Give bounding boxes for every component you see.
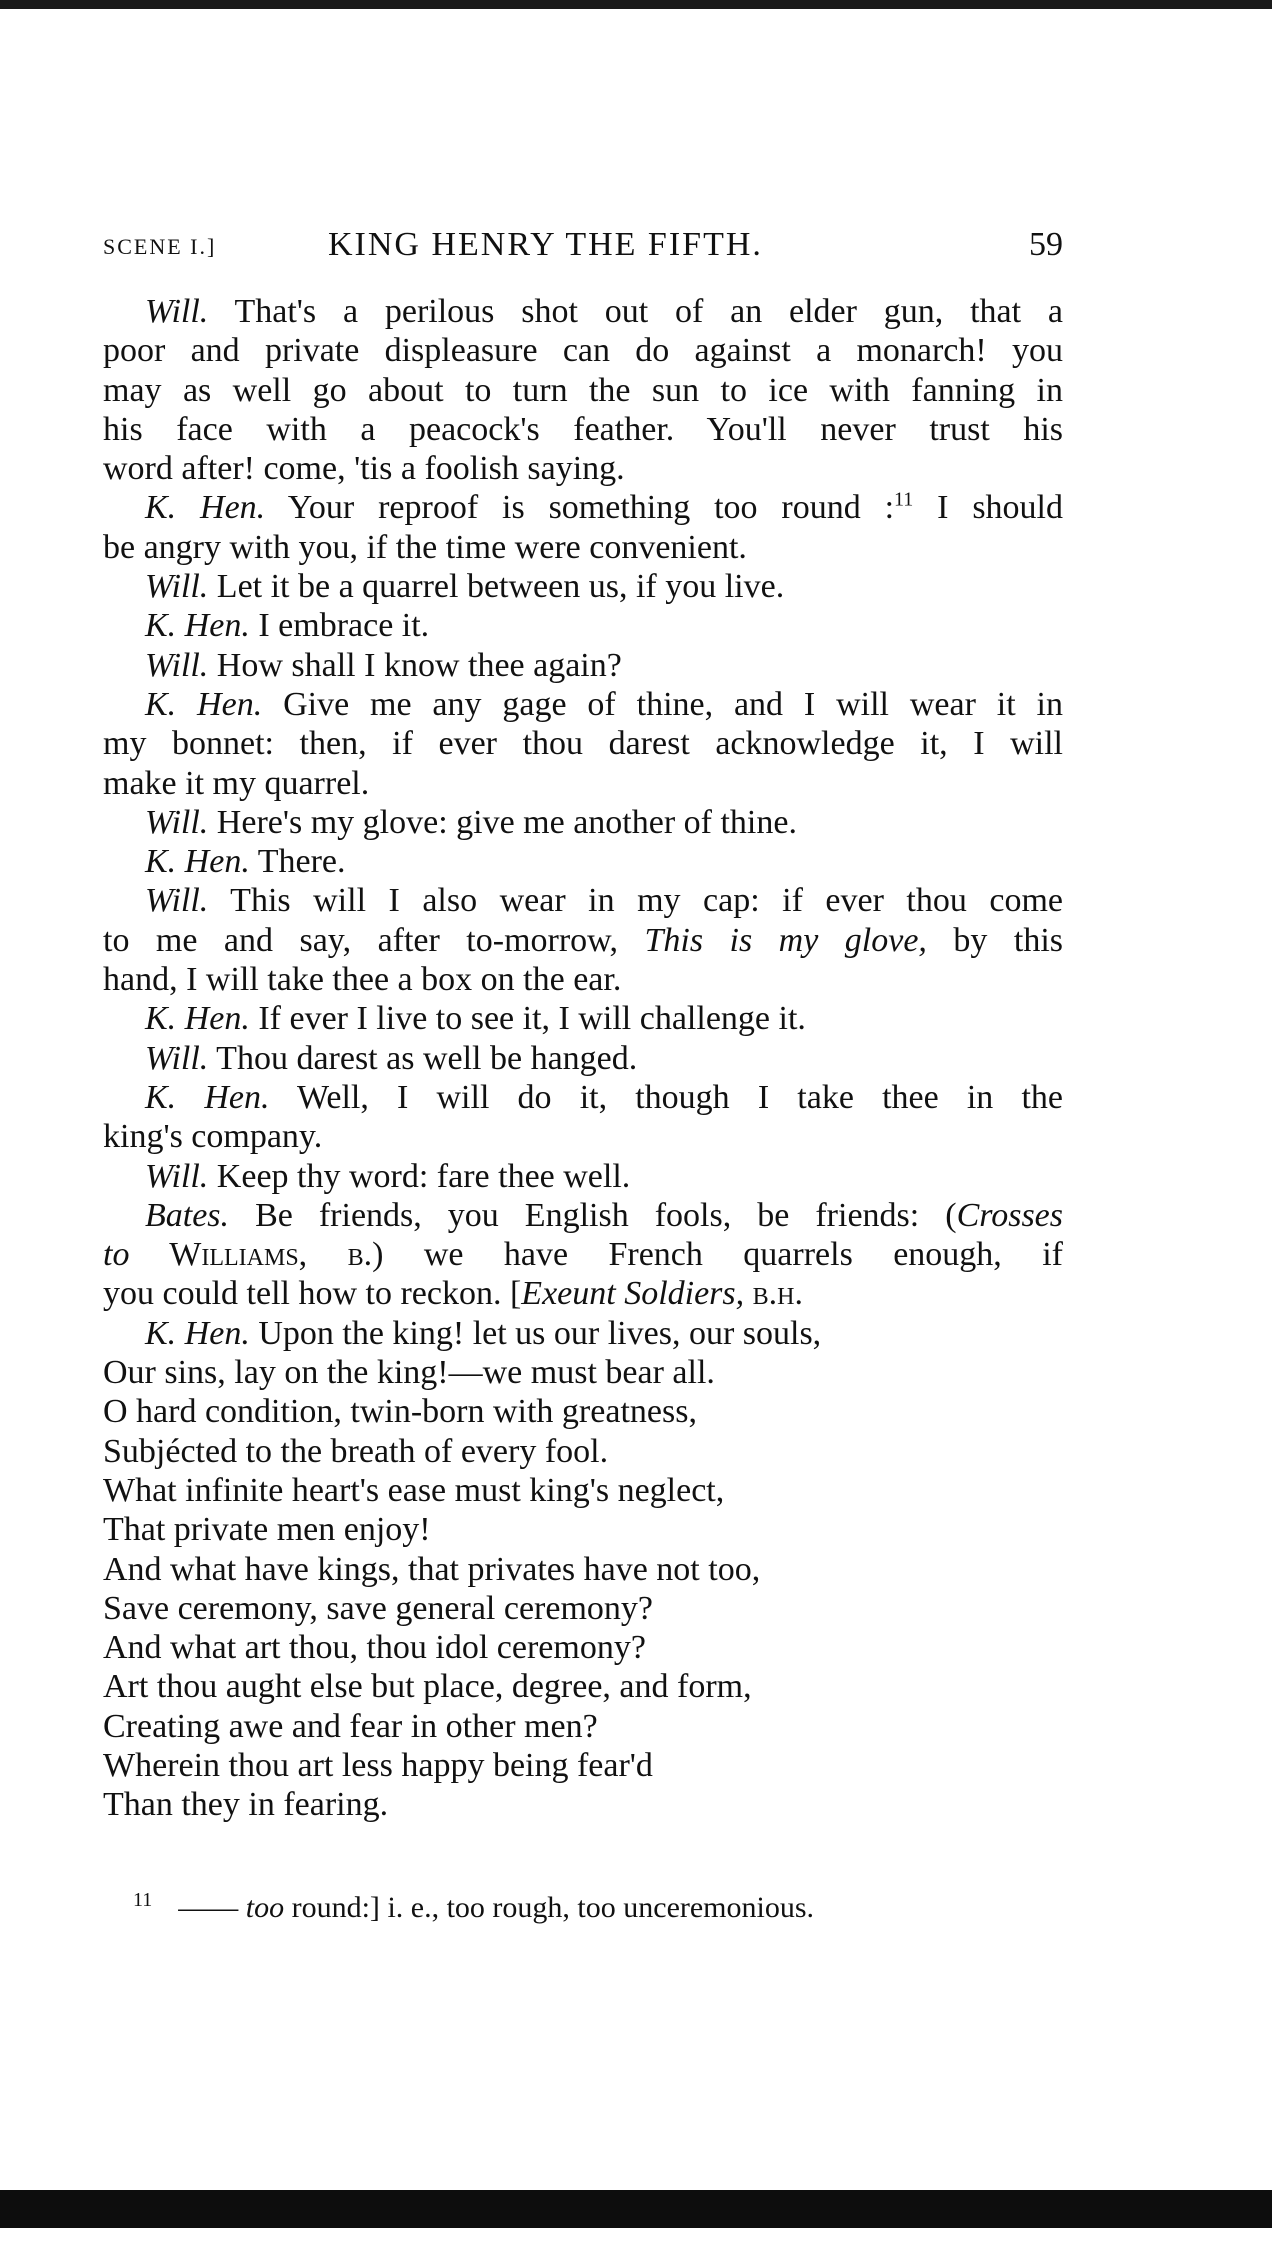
text-line — [103, 1707, 1063, 1746]
speaker-name: Will. — [145, 646, 209, 684]
text-line — [103, 1353, 1063, 1392]
text-line — [103, 1471, 1063, 1510]
text-line — [103, 803, 1063, 842]
speaker-name: Will. — [145, 1157, 209, 1195]
line-text: Here's my glove: give me another of thine. — [208, 803, 797, 841]
text-line — [103, 410, 1063, 449]
text-line — [103, 1746, 1063, 1785]
line-text: poor and private displeasure can do against a monarch! you — [103, 332, 1063, 370]
text-line — [103, 685, 1063, 724]
text-line — [103, 724, 1063, 763]
speaker-name: K. Hen. — [145, 1000, 250, 1038]
small-caps-text: Williams, b. — [129, 1236, 373, 1274]
line-text: Creating awe and fear in other men? — [103, 1707, 598, 1745]
text-line — [103, 881, 1063, 920]
text-line — [103, 1078, 1063, 1117]
text-line — [103, 842, 1063, 881]
line-text: his face with a peacock's feather. You'll never trust his — [103, 410, 1063, 448]
line-text: And what have kings, that privates have not too, — [103, 1550, 761, 1588]
line-text: What infinite heart's ease must king's neglect, — [103, 1471, 725, 1509]
text-line — [103, 1667, 1063, 1706]
footnote-number: 11 — [133, 1889, 153, 1911]
line-text: ) we have French quarrels enough, if — [372, 1236, 1063, 1274]
line-text: That private men enjoy! — [103, 1511, 431, 1549]
footnote-text: i. e., too rough, too unceremonious. — [379, 1891, 815, 1924]
text-line — [103, 1196, 1063, 1235]
speaker-name: Will. — [145, 803, 209, 841]
line-text: Our sins, lay on the king!—we must bear all. — [103, 1354, 715, 1392]
scan-bottom-edge — [0, 2190, 1272, 2228]
line-text: Art thou aught else but place, degree, and form, — [103, 1668, 752, 1706]
line-text: Upon the king! let us our lives, our souls, — [249, 1314, 822, 1352]
line-text: Give me any gage of thine, and I will wear it in — [262, 685, 1063, 723]
page-number: 59 — [1029, 226, 1063, 263]
text-line — [103, 999, 1063, 1038]
text-line — [103, 1628, 1063, 1667]
small-caps-text: b.h. — [744, 1275, 803, 1313]
footnote-marker: 11 — [894, 489, 914, 512]
line-text: There. — [249, 843, 346, 881]
line-text: king's company. — [103, 1118, 323, 1156]
speaker-name: K. Hen. — [145, 607, 250, 645]
text-line — [103, 371, 1063, 410]
text-line — [103, 606, 1063, 645]
page-title: KING HENRY THE FIFTH. — [328, 226, 763, 263]
line-text: Than they in fearing. — [103, 1786, 389, 1824]
text-line — [103, 1589, 1063, 1628]
line-text: Subjécted to the breath of every fool. — [103, 1432, 609, 1470]
speaker-name: Will. — [145, 882, 209, 920]
line-text: Wherein thou art less happy being fear'd — [103, 1746, 653, 1784]
text-line — [103, 449, 1063, 488]
line-text: may as well go about to turn the sun to ice with fanning in — [103, 371, 1063, 409]
text-line — [103, 960, 1063, 999]
footnote-ref-rest: round:] — [284, 1891, 380, 1924]
speaker-name: K. Hen. — [145, 1314, 250, 1352]
speaker-name: Will. — [145, 293, 209, 330]
text-line — [103, 1157, 1063, 1196]
text-line — [103, 528, 1063, 567]
speaker-name: Will. — [145, 568, 209, 606]
text-line — [103, 331, 1063, 370]
line-text: Keep thy word: fare thee well. — [208, 1157, 631, 1195]
line-text: I embrace it. — [249, 607, 430, 645]
speaker-name: K. Hen. — [145, 843, 250, 881]
italic-text: Exeunt Soldiers, — [521, 1275, 745, 1313]
scene-label: SCENE I.] — [103, 234, 217, 259]
italic-text: This is my glove, — [644, 921, 927, 959]
text-line — [103, 488, 1063, 527]
line-text: be angry with you, if the time were convenient. — [103, 528, 747, 566]
line-text: How shall I know thee again? — [208, 646, 622, 684]
line-text: This will I also wear in my cap: if ever thou come — [208, 882, 1063, 920]
footnote — [133, 1890, 1033, 1926]
speaker-name: Will. — [145, 1039, 209, 1077]
footnote-dash: —— — [178, 1891, 239, 1924]
speaker-name: K. Hen. — [145, 1078, 270, 1116]
scan-top-edge — [0, 0, 1272, 9]
line-text: to me and say, after to-morrow, — [103, 921, 645, 959]
line-text: hand, I will take thee a box on the ear. — [103, 961, 622, 999]
line-text: Be friends, you English fools, be friends: ( — [229, 1196, 957, 1234]
line-text: And what art thou, thou idol ceremony? — [103, 1629, 646, 1667]
italic-text: Crosses — [956, 1196, 1063, 1234]
line-text: Well, I will do it, though I take thee in the — [269, 1078, 1063, 1116]
text-line — [103, 1314, 1063, 1353]
line-text: I should — [913, 489, 1063, 527]
text-line — [103, 764, 1063, 803]
play-text — [103, 292, 1063, 1825]
text-line — [103, 1235, 1063, 1274]
text-line — [103, 1432, 1063, 1471]
line-text: If ever I live to see it, I will challenge it. — [249, 1000, 806, 1038]
line-text: make it my quarrel. — [103, 764, 370, 802]
text-line — [103, 1510, 1063, 1549]
line-text: Thou darest as well be hanged. — [208, 1039, 638, 1077]
text-line — [103, 1274, 1063, 1313]
line-text: Let it be a quarrel between us, if you live. — [208, 568, 785, 606]
text-line — [103, 1392, 1063, 1431]
text-line — [103, 292, 1063, 331]
line-text: That's a perilous shot out of an elder gun, that a — [208, 293, 1063, 330]
text-line — [103, 921, 1063, 960]
line-text: O hard condition, twin-born with greatness, — [103, 1393, 697, 1431]
line-text: word after! come, 'tis a foolish saying. — [103, 450, 625, 488]
speaker-name: Bates. — [145, 1196, 230, 1234]
text-line — [103, 1117, 1063, 1156]
speaker-name: K. Hen. — [145, 489, 266, 527]
text-line — [103, 646, 1063, 685]
line-text: Your reproof is something too round : — [265, 489, 895, 527]
italic-text: to — [103, 1236, 130, 1274]
text-line — [103, 1785, 1063, 1824]
running-header — [103, 224, 1063, 274]
line-text: Save ceremony, save general ceremony? — [103, 1589, 654, 1627]
line-text: by this — [926, 921, 1063, 959]
text-line — [103, 1550, 1063, 1589]
line-text: my bonnet: then, if ever thou darest acknowledge it, I will — [103, 725, 1063, 763]
text-line — [103, 1039, 1063, 1078]
text-line — [103, 567, 1063, 606]
line-text: you could tell how to reckon. [ — [103, 1275, 522, 1313]
footnote-ref: too — [245, 1891, 285, 1924]
speaker-name: K. Hen. — [145, 685, 263, 723]
